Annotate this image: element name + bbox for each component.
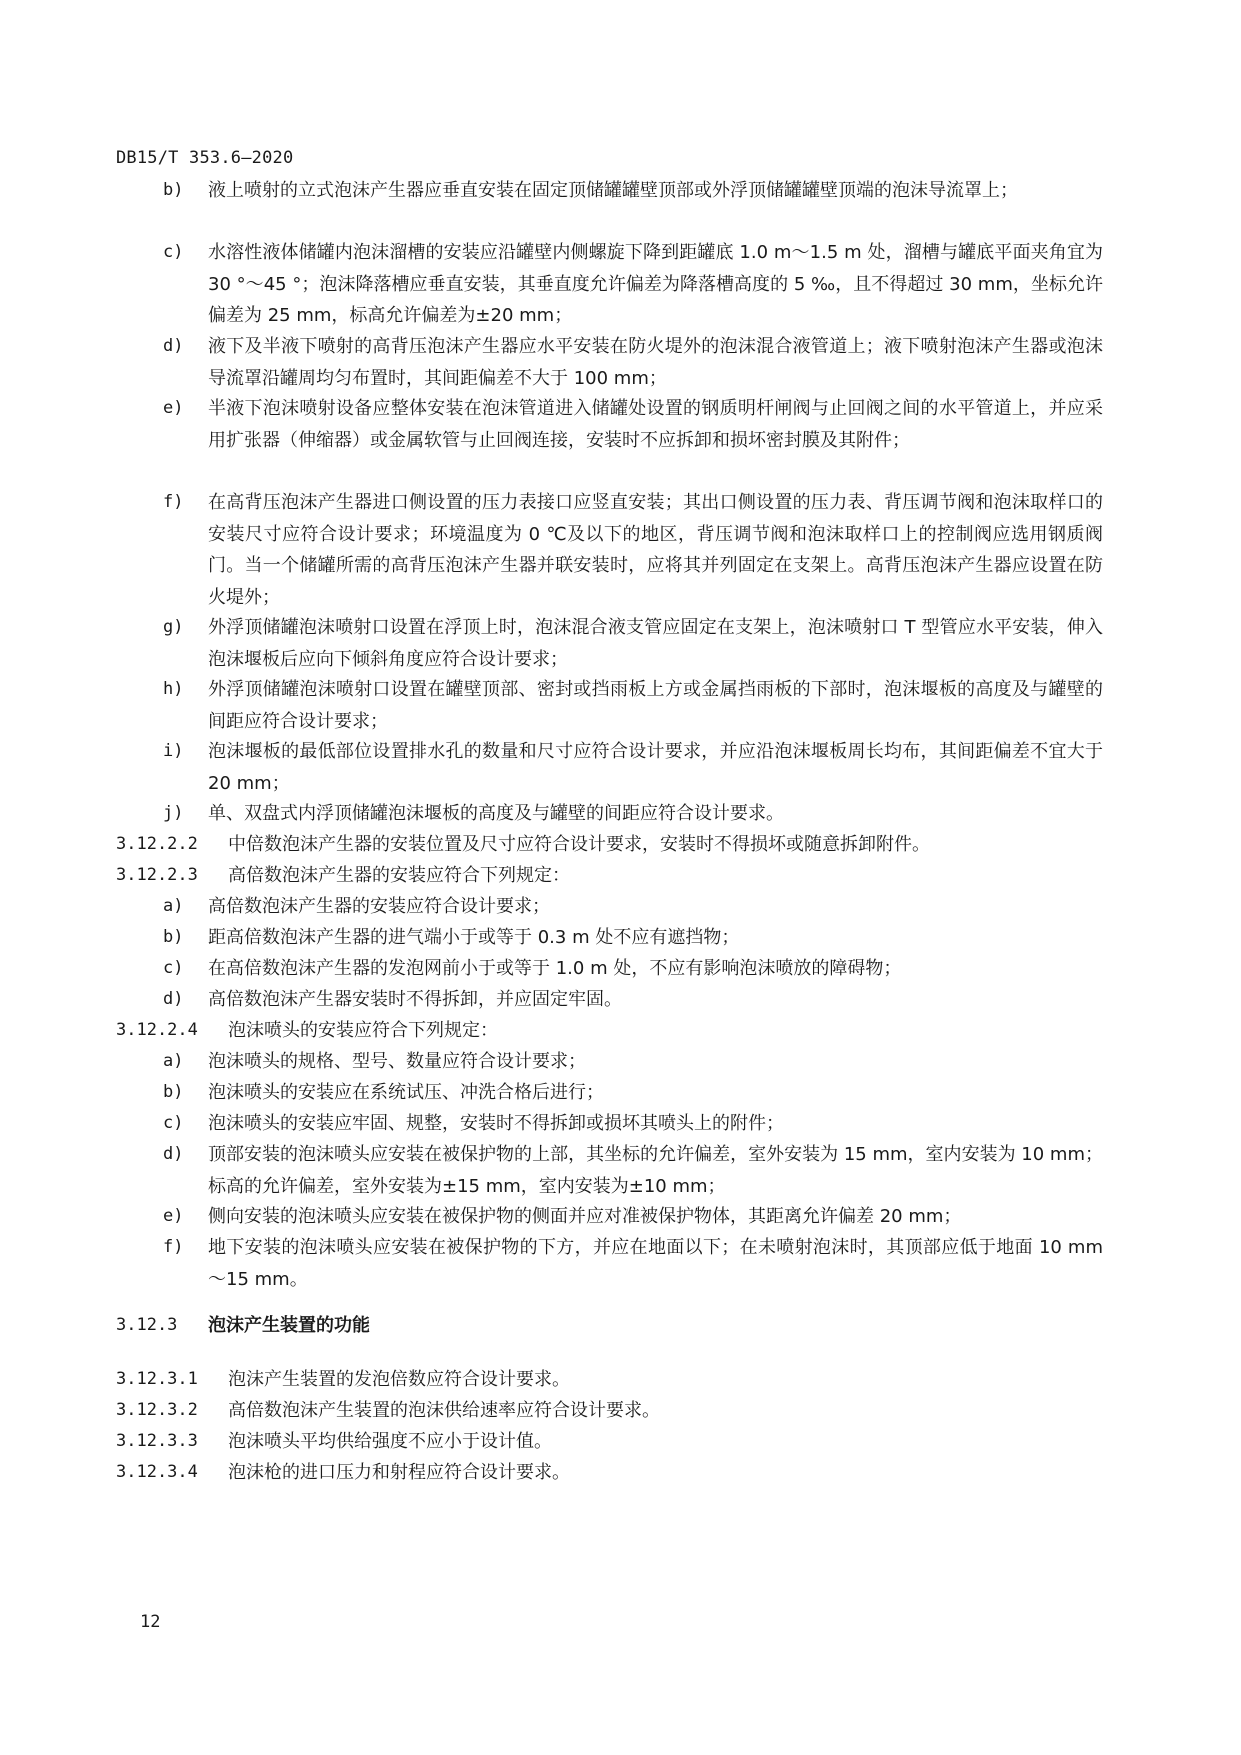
- list-item: 水溶性液体储罐内泡沫溜槽的安装应沿罐壁内侧螺旋下降到距罐底 1.0 m～1.5 m 处，溜槽与罐底平面夹角宜为 30 °～45 °；泡沫降落槽应垂直安装，其垂直度允许偏差为降落槽高度的 5 ‰，且不得超过 30 mm，坐标允许偏差为 25 mm，标高允许偏差为±20 mm；: [208, 242, 1103, 326]
- clause-number: 3.12.2.4: [116, 1020, 198, 1040]
- list-item: 距高倍数泡沫产生器的进气端小于或等于 0.3 m 处不应有遮挡物；: [208, 927, 740, 948]
- list-item: 外浮顶储罐泡沫喷射口设置在罐壁顶部、密封或挡雨板上方或金属挡雨板的下部时，泡沫堰板的高度及与罐壁的间距应符合设计要求；: [208, 679, 1103, 732]
- list-item: 侧向安装的泡沫喷头应安装在被保护物的侧面并应对准被保护物体，其距离允许偏差 20 mm；: [208, 1206, 962, 1227]
- clause-number: 3.12.3.3: [116, 1431, 198, 1451]
- list-marker: g): [163, 617, 184, 637]
- list-item: 高倍数泡沫产生器安装时不得拆卸，并应固定牢固。: [208, 989, 622, 1010]
- clause-number: 3.12.3.2: [116, 1400, 198, 1420]
- list-item: 液下及半液下喷射的高背压泡沫产生器应水平安装在防火堤外的泡沫混合液管道上；液下喷射泡沫产生器或泡沫导流罩沿罐周均匀布置时，其间距偏差不大于 100 mm；: [208, 336, 1103, 389]
- list-item: 泡沫堰板的最低部位设置排水孔的数量和尺寸应符合设计要求，并应沿泡沫堰板周长均布，其间距偏差不宜大于 20 mm；: [208, 741, 1103, 794]
- clause-text: 高倍数泡沫产生装置的泡沫供给速率应符合设计要求。: [228, 1400, 660, 1421]
- list-item: 泡沫喷头的安装应牢固、规整，安装时不得拆卸或损坏其喷头上的附件；: [208, 1113, 784, 1134]
- clause-number: 3.12.3.4: [116, 1462, 198, 1482]
- list-item: 高倍数泡沫产生器的安装应符合设计要求；: [208, 896, 550, 917]
- list-marker: i): [163, 741, 184, 761]
- clause-number: 3.12.2.2: [116, 834, 198, 854]
- list-marker: d): [163, 1144, 184, 1164]
- clause-text: 泡沫喷头平均供给强度不应小于设计值。: [228, 1431, 552, 1452]
- clause-text: 泡沫枪的进口压力和射程应符合设计要求。: [228, 1462, 570, 1483]
- list-item: 地下安装的泡沫喷头应安装在被保护物的下方，并应在地面以下；在未喷射泡沫时，其顶部应低于地面 10 mm～15 mm。: [208, 1237, 1103, 1290]
- list-marker: a): [163, 896, 184, 916]
- clause-text: 中倍数泡沫产生器的安装位置及尺寸应符合设计要求，安装时不得损坏或随意拆卸附件。: [228, 834, 930, 855]
- clause-text: 泡沫喷头的安装应符合下列规定：: [228, 1020, 498, 1041]
- list-item: 顶部安装的泡沫喷头应安装在被保护物的上部，其坐标的允许偏差，室外安装为 15 mm，室内安装为 10 mm；标高的允许偏差，室外安装为±15 mm，室内安装为±10 mm；: [208, 1144, 1103, 1197]
- list-marker: d): [163, 989, 184, 1009]
- list-marker: b): [163, 180, 184, 200]
- clause-text: 泡沫产生装置的发泡倍数应符合设计要求。: [228, 1369, 570, 1390]
- list-marker: h): [163, 679, 184, 699]
- list-item: 半液下泡沫喷射设备应整体安装在泡沫管道进入储罐处设置的钢质明杆闸阀与止回阀之间的水平管道上，并应采用扩张器（伸缩器）或金属软管与止回阀连接，安装时不应拆卸和损坏密封膜及其附件；: [208, 398, 1103, 451]
- list-marker: c): [163, 1113, 184, 1133]
- list-item: 单、双盘式内浮顶储罐泡沫堰板的高度及与罐壁的间距应符合设计要求。: [208, 803, 784, 824]
- list-item: 泡沫喷头的规格、型号、数量应符合设计要求；: [208, 1051, 586, 1072]
- list-item: 泡沫喷头的安装应在系统试压、冲洗合格后进行；: [208, 1082, 604, 1103]
- list-item: 外浮顶储罐泡沫喷射口设置在浮顶上时，泡沫混合液支管应固定在支架上，泡沫喷射口 T 型管应水平安装，伸入泡沫堰板后应向下倾斜角度应符合设计要求；: [208, 617, 1103, 670]
- section-title: 泡沫产生装置的功能: [208, 1315, 370, 1336]
- list-marker: e): [163, 398, 184, 418]
- list-item: 液上喷射的立式泡沫产生器应垂直安装在固定顶储罐罐壁顶部或外浮顶储罐罐壁顶端的泡沫导流罩上；: [208, 180, 1018, 201]
- list-marker: c): [163, 958, 184, 978]
- list-marker: b): [163, 1082, 184, 1102]
- list-item: 在高背压泡沫产生器进口侧设置的压力表接口应竖直安装；其出口侧设置的压力表、背压调节阀和泡沫取样口的安装尺寸应符合设计要求；环境温度为 0 ℃及以下的地区，背压调节阀和泡沫取样口上的控制阀应选用钢质阀门。当一个储罐所需的高背压泡沫产生器并联安装时，应将其并列固定在支架上。高背压泡沫产生器应设置在防火堤外；: [208, 492, 1103, 608]
- list-marker: f): [163, 492, 184, 512]
- list-item: 在高倍数泡沫产生器的发泡网前小于或等于 1.0 m 处，不应有影响泡沫喷放的障碍物；: [208, 958, 902, 979]
- list-marker: j): [163, 803, 184, 823]
- list-marker: b): [163, 927, 184, 947]
- page-number: 12: [140, 1612, 161, 1632]
- list-marker: a): [163, 1051, 184, 1071]
- clause-number: 3.12.3.1: [116, 1369, 198, 1389]
- clause-number: 3.12.2.3: [116, 865, 198, 885]
- list-marker: c): [163, 242, 184, 262]
- section-number: 3.12.3: [116, 1315, 178, 1335]
- clause-text: 高倍数泡沫产生器的安装应符合下列规定：: [228, 865, 570, 886]
- document-code: DB15/T 353.6—2020: [116, 148, 294, 168]
- list-marker: f): [163, 1237, 184, 1257]
- list-marker: d): [163, 336, 184, 356]
- list-marker: e): [163, 1206, 184, 1226]
